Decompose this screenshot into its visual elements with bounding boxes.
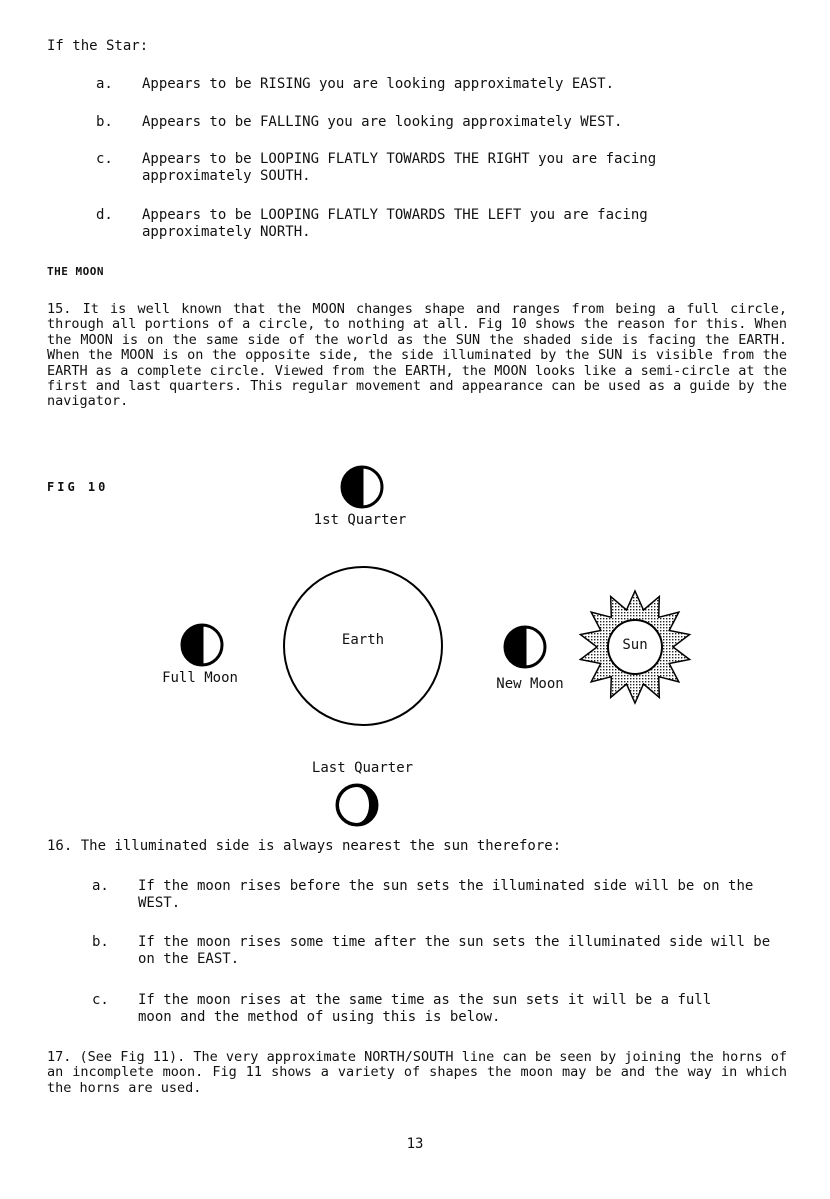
- star-item-a-label: a.: [96, 76, 113, 92]
- star-item-b-text: Appears to be FALLING you are looking approximately WEST.: [142, 114, 623, 130]
- last-quarter-moon-icon: [337, 785, 377, 825]
- fig-10-label: FIG 10: [47, 480, 109, 494]
- page-number: 13: [406, 1136, 424, 1152]
- earth-label: Earth: [341, 632, 385, 648]
- moon-item-c-text: If the moon rises at the same time as the sun sets it will be a full moon and the method of using this is below.: [138, 992, 712, 1025]
- new-moon-label: New Moon: [496, 676, 564, 692]
- moon-item-c-label: c.: [92, 992, 109, 1008]
- section-heading: THE MOON: [47, 265, 104, 278]
- first-quarter-label: 1st Quarter: [313, 512, 407, 528]
- star-item-c-text: Appears to be LOOPING FLATLY TOWARDS THE RIGHT you are facing approximately SOUTH.: [142, 151, 657, 184]
- paragraph-15: 15. It is well known that the MOON changes shape and ranges from being a full circle, through all portions of a circle, to nothing at all. Fig 10 shows the reason for this. When the MOON is on the same side of the world as the SUN the shaded side is facing the EARTH. When the MOON is on the opposite side, the side illuminated by the SUN is visible from the EARTH as a complete circle. Viewed from the EARTH, the MOON looks like a semi-circle at the first and last quarters. This regular movement and appearance can be used as a guide by the navigator.: [47, 301, 787, 410]
- paragraph-17: 17. (See Fig 11). The very approximate NORTH/SOUTH line can be seen by joining the horns of an incomplete moon. Fig 11 shows a variety of shapes the moon may be and the way in which the horns are used.: [47, 1049, 787, 1096]
- star-item-a-text: Appears to be RISING you are looking approximately EAST.: [142, 76, 615, 92]
- moon-item-b-text: If the moon rises some time after the sun sets the illuminated side will be on the EAST.: [138, 934, 771, 967]
- star-item-c-label: c.: [96, 151, 113, 167]
- moon-item-a-text: If the moon rises before the sun sets the illuminated side will be on the WEST.: [138, 878, 754, 911]
- last-quarter-label: Last Quarter: [311, 760, 414, 776]
- new-moon-icon: [505, 627, 545, 667]
- moon-item-a-label: a.: [92, 878, 109, 894]
- intro-text: If the Star:: [47, 38, 149, 54]
- sun-label: Sun: [622, 637, 648, 653]
- star-item-d-text: Appears to be LOOPING FLATLY TOWARDS THE LEFT you are facing approximately NORTH.: [142, 207, 648, 240]
- full-moon-icon: [182, 625, 222, 665]
- first-quarter-moon-icon: [342, 467, 382, 507]
- star-item-b-label: b.: [96, 114, 113, 130]
- paragraph-16: 16. The illuminated side is always nearest the sun therefore:: [47, 838, 562, 854]
- full-moon-label: Full Moon: [162, 670, 238, 686]
- moon-item-b-label: b.: [92, 934, 109, 950]
- star-item-d-label: d.: [96, 207, 113, 223]
